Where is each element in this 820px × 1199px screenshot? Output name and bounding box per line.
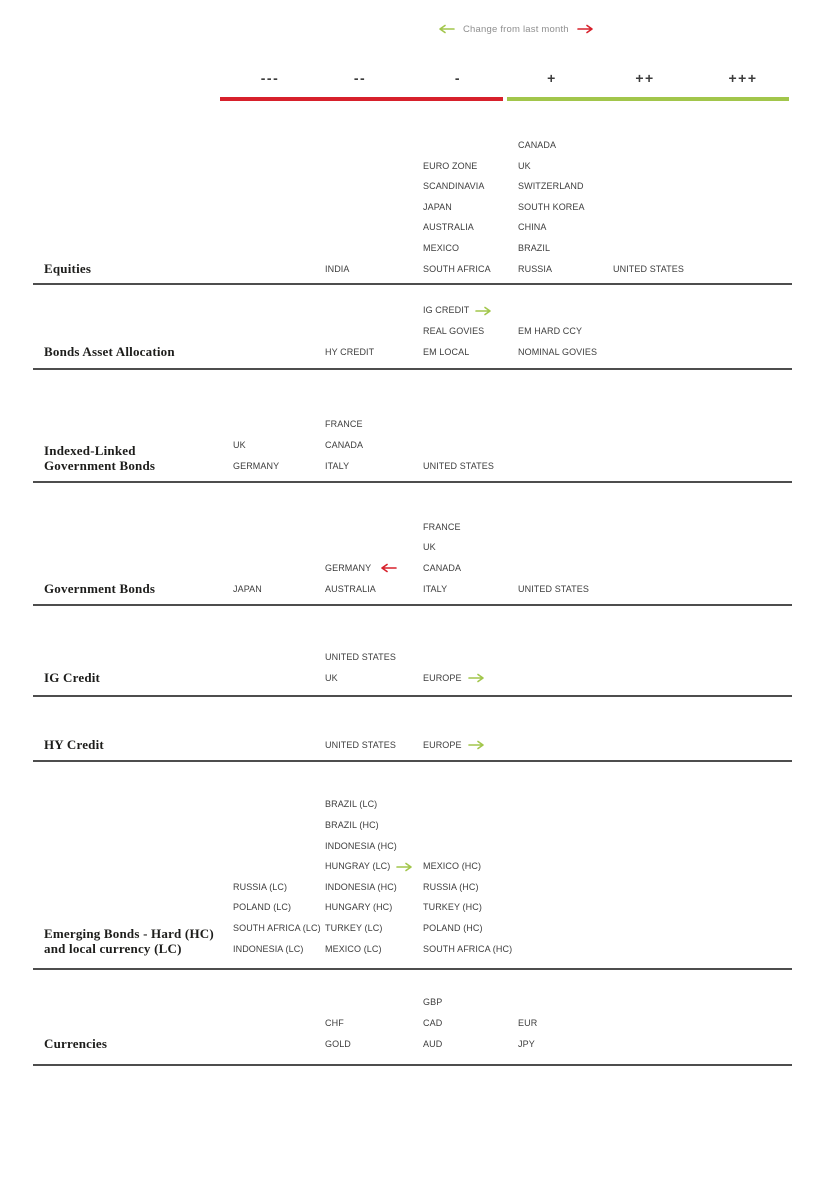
- entry-label: SWITZERLAND: [518, 181, 584, 192]
- change-left-arrow-icon: [377, 563, 397, 573]
- entry-label: UK: [233, 439, 246, 450]
- entry: [423, 181, 484, 192]
- entry-label: EUROPE: [423, 672, 462, 683]
- scale-tick: ++: [635, 70, 655, 86]
- entry: [423, 202, 452, 213]
- row-separator: [33, 695, 792, 697]
- entry-label: SOUTH KOREA: [518, 201, 585, 212]
- entry-label: CAD: [423, 1017, 443, 1028]
- entry: [325, 740, 396, 751]
- entry: [233, 461, 279, 472]
- entry-label: BRAZIL: [518, 242, 551, 253]
- entry: [325, 820, 379, 831]
- entry-label: UK: [518, 160, 531, 171]
- entry-label: INDONESIA (HC): [325, 881, 397, 892]
- entry-label: RUSSIA (HC): [423, 881, 479, 892]
- entry-label: JAPAN: [233, 583, 262, 594]
- entry: [325, 902, 392, 913]
- entry: [423, 882, 479, 893]
- row-separator: [33, 760, 792, 762]
- entry-label: AUSTRALIA: [325, 583, 376, 594]
- legend-left-arrow-icon: [435, 24, 455, 34]
- entry: [423, 161, 477, 172]
- row-label: Government Bonds: [44, 581, 156, 596]
- negative-scale-bar: [220, 97, 503, 101]
- entry-label: SCANDINAVIA: [423, 181, 485, 192]
- entry-label: IG CREDIT: [423, 305, 470, 316]
- change-legend: [435, 22, 597, 36]
- entry: [423, 997, 442, 1008]
- entry-label: REAL GOVIES: [423, 325, 485, 336]
- entry-label: FRANCE: [423, 521, 461, 532]
- entry-label: UNITED STATES: [325, 651, 396, 662]
- entry: [423, 347, 469, 358]
- entry-label: AUSTRALIA: [423, 222, 474, 233]
- entry-label: UNITED STATES: [518, 583, 589, 594]
- entry: [423, 305, 495, 316]
- row-label: Currencies: [44, 1036, 108, 1051]
- row-separator: [33, 1064, 792, 1066]
- entry-label: JAPAN: [423, 201, 452, 212]
- entry: [325, 461, 349, 472]
- entry-label: CHF: [325, 1017, 344, 1028]
- entry: [325, 923, 382, 934]
- entry: [423, 944, 512, 955]
- entry: [423, 584, 447, 595]
- row-label: and local currency (LC): [44, 941, 182, 956]
- entry-label: GOLD: [325, 1038, 351, 1049]
- entry: [518, 1039, 535, 1050]
- entry-label: HUNGRAY (LC): [325, 861, 391, 872]
- entry-label: SOUTH AFRICA (HC): [423, 943, 513, 954]
- entry-label: TURKEY (HC): [423, 902, 482, 913]
- entry: [233, 923, 321, 934]
- entry: [325, 841, 397, 852]
- entry: [325, 1018, 344, 1029]
- entry-label: EURO ZONE: [423, 160, 478, 171]
- entry: [325, 673, 338, 684]
- scale-tick: +: [547, 70, 557, 86]
- row-separator: [33, 368, 792, 370]
- row-label: Equities: [44, 261, 92, 276]
- scale-tick: --: [353, 70, 367, 86]
- entry-label: TURKEY (LC): [325, 922, 383, 933]
- entry: [325, 944, 382, 955]
- entry: [518, 222, 547, 233]
- entry: [518, 347, 597, 358]
- entry-label: BRAZIL (LC): [325, 799, 378, 810]
- entry-label: EUROPE: [423, 739, 462, 750]
- entry-label: POLAND (LC): [233, 902, 292, 913]
- entry: [518, 264, 552, 275]
- entry: [518, 181, 584, 192]
- entry: [518, 1018, 537, 1029]
- change-right-arrow-icon: [468, 673, 488, 683]
- row-label: Indexed-Linked: [44, 442, 136, 458]
- entry: [233, 902, 291, 913]
- entry-label: RUSSIA (LC): [233, 881, 288, 892]
- entry: [423, 673, 488, 684]
- row-label: Bonds Asset Allocation: [44, 344, 175, 359]
- entry: [325, 799, 377, 810]
- entry-label: GBP: [423, 997, 443, 1008]
- entry: [423, 740, 488, 751]
- row-label: IG Credit: [44, 670, 101, 685]
- entry-label: SOUTH AFRICA (LC): [233, 922, 321, 933]
- legend-label: Change from last month: [463, 23, 569, 35]
- row-separator: [33, 968, 792, 970]
- entry-label: AUD: [423, 1038, 443, 1049]
- entry: [423, 542, 436, 553]
- entry-label: INDIA: [325, 263, 350, 274]
- entry-label: CANADA: [325, 439, 364, 450]
- entry: [233, 944, 303, 955]
- entry: [233, 882, 287, 893]
- entry: [518, 243, 550, 254]
- entry-label: FRANCE: [325, 419, 363, 430]
- entry: [325, 584, 376, 595]
- entry-label: UNITED STATES: [613, 263, 684, 274]
- row-separator: [33, 481, 792, 483]
- entry-label: POLAND (HC): [423, 922, 483, 933]
- entry: [423, 461, 494, 472]
- entry-label: UNITED STATES: [423, 460, 494, 471]
- entry-label: BRAZIL (HC): [325, 819, 379, 830]
- change-right-arrow-icon: [468, 740, 488, 750]
- entry: [518, 161, 531, 172]
- entry-label: RUSSIA: [518, 263, 553, 274]
- entry-label: ITALY: [423, 583, 448, 594]
- entry: [423, 902, 482, 913]
- entry: [233, 584, 262, 595]
- entry: [613, 264, 684, 275]
- entry-label: SOUTH AFRICA: [423, 263, 491, 274]
- row-label: HY Credit: [44, 737, 104, 752]
- positive-scale-bar: [507, 97, 789, 101]
- entry: [423, 861, 481, 872]
- entry-label: HUNGARY (HC): [325, 902, 393, 913]
- entry: [518, 202, 585, 213]
- entry-label: NOMINAL GOVIES: [518, 346, 598, 357]
- entry: [423, 264, 491, 275]
- entry: [325, 264, 350, 275]
- entry-label: UK: [423, 542, 436, 553]
- entry: [325, 652, 396, 663]
- entry-label: EM LOCAL: [423, 346, 470, 357]
- entry: [325, 882, 397, 893]
- entry-label: MEXICO (HC): [423, 861, 482, 872]
- entry: [423, 923, 483, 934]
- row-label: Government Bonds: [44, 458, 156, 473]
- entry-label: UNITED STATES: [325, 739, 396, 750]
- entry: [325, 1039, 351, 1050]
- entry: [325, 861, 416, 872]
- entry-label: MEXICO (LC): [325, 943, 382, 954]
- entry-label: INDONESIA (HC): [325, 840, 397, 851]
- entry: [325, 347, 374, 358]
- entry-label: CANADA: [423, 562, 462, 573]
- entry: [423, 522, 461, 533]
- entry: [518, 326, 582, 337]
- entry: [233, 440, 246, 451]
- entry: [423, 326, 484, 337]
- entry: [423, 222, 474, 233]
- row-label: Emerging Bonds - Hard (HC): [44, 925, 214, 941]
- entry: [325, 563, 397, 574]
- scale-tick: -: [454, 70, 462, 86]
- entry-label: GERMANY: [325, 562, 372, 573]
- change-right-arrow-icon: [396, 862, 416, 872]
- scale-tick: ---: [260, 70, 280, 86]
- entry-label: MEXICO: [423, 242, 460, 253]
- entry-label: JPY: [518, 1038, 535, 1049]
- entry-label: ITALY: [325, 460, 350, 471]
- entry: [423, 563, 461, 574]
- entry-label: CANADA: [518, 139, 557, 150]
- entry-label: CHINA: [518, 222, 547, 233]
- entry: [518, 584, 589, 595]
- entry: [423, 243, 459, 254]
- legend-right-arrow-icon: [577, 24, 597, 34]
- entry: [423, 1039, 442, 1050]
- entry-label: HY CREDIT: [325, 346, 375, 357]
- entry-label: INDONESIA (LC): [233, 943, 304, 954]
- change-right-arrow-icon: [475, 306, 495, 316]
- entry: [325, 419, 363, 430]
- entry-label: EM HARD CCY: [518, 325, 583, 336]
- entry-label: GERMANY: [233, 460, 280, 471]
- entry-label: UK: [325, 672, 338, 683]
- entry: [518, 140, 556, 151]
- entry: [423, 1018, 442, 1029]
- scale-tick: +++: [728, 70, 758, 86]
- entry-label: EUR: [518, 1017, 538, 1028]
- row-separator: [33, 604, 792, 606]
- row-separator: [33, 283, 792, 285]
- entry: [325, 440, 363, 451]
